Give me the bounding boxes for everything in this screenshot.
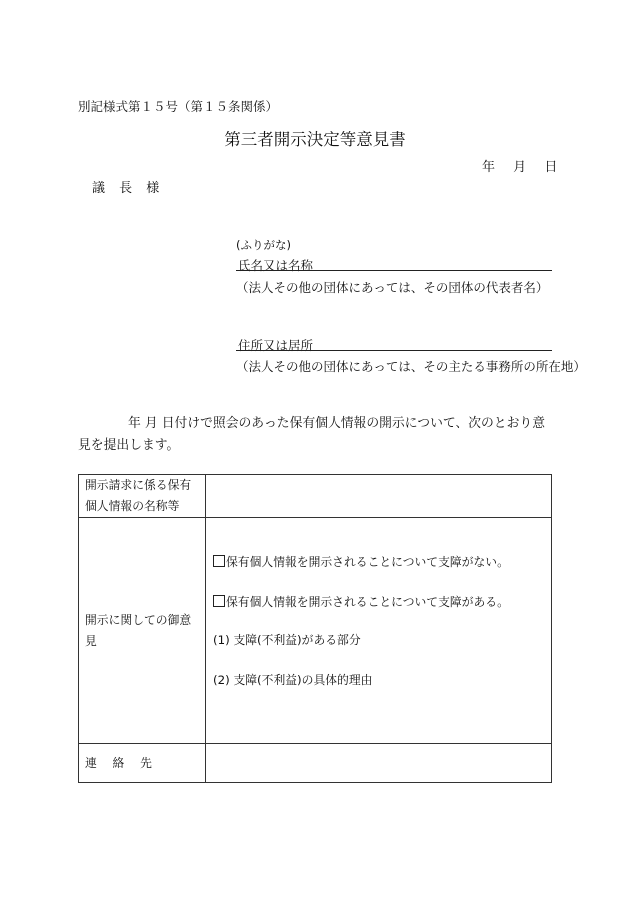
address-field-line[interactable] <box>236 350 552 351</box>
item-reason: (2) 支障(不利益)の具体的理由 <box>213 673 373 687</box>
form-reference: 別記様式第１５号（第１５条関係） <box>78 99 279 114</box>
table-row <box>79 518 552 744</box>
contact-cell[interactable] <box>206 744 552 783</box>
document-title: 第三者開示決定等意見書 <box>224 130 406 149</box>
item-affected-part: (1) 支障(不利益)がある部分 <box>213 633 361 647</box>
name-label: 氏名又は名称 <box>238 258 314 273</box>
name-note: （法人その他の団体にあっては、その団体の代表者名） <box>236 280 549 295</box>
date-line <box>482 156 557 175</box>
table-row <box>79 744 552 783</box>
table-row <box>79 475 552 518</box>
checkbox-icon[interactable] <box>213 595 225 607</box>
date-day: 日 <box>544 160 558 175</box>
option-issue-label: 保有個人情報を開示されることについて支障がある。 <box>226 595 509 609</box>
opinion-label: 開示に関しての御意見 <box>79 518 206 744</box>
info-name-label: 開示請求に係る保有個人情報の名称等 <box>79 475 206 518</box>
name-field-line[interactable] <box>236 270 552 271</box>
date-year: 年 <box>482 160 496 175</box>
address-label: 住所又は居所 <box>238 338 314 353</box>
option-issue[interactable] <box>213 594 551 610</box>
address-note: （法人その他の団体にあっては、その主たる事務所の所在地） <box>236 359 586 374</box>
info-name-cell[interactable] <box>206 475 552 518</box>
option-no-issue-label: 保有個人情報を開示されることについて支障がない。 <box>226 555 509 569</box>
date-month: 月 <box>513 160 527 175</box>
opinion-cell <box>206 518 552 744</box>
checkbox-icon[interactable] <box>213 555 225 567</box>
statement-text: 年 月 日付けで照会のあった保有個人情報の開示について、次のとおり意見を提出します。 <box>78 416 545 453</box>
option-no-issue[interactable] <box>213 554 551 570</box>
contact-label: 連 絡 先 <box>79 744 206 783</box>
opinion-table <box>78 474 552 783</box>
addressee: 議 長 様 <box>92 181 165 196</box>
furigana-label: (ふりがな) <box>236 238 291 252</box>
